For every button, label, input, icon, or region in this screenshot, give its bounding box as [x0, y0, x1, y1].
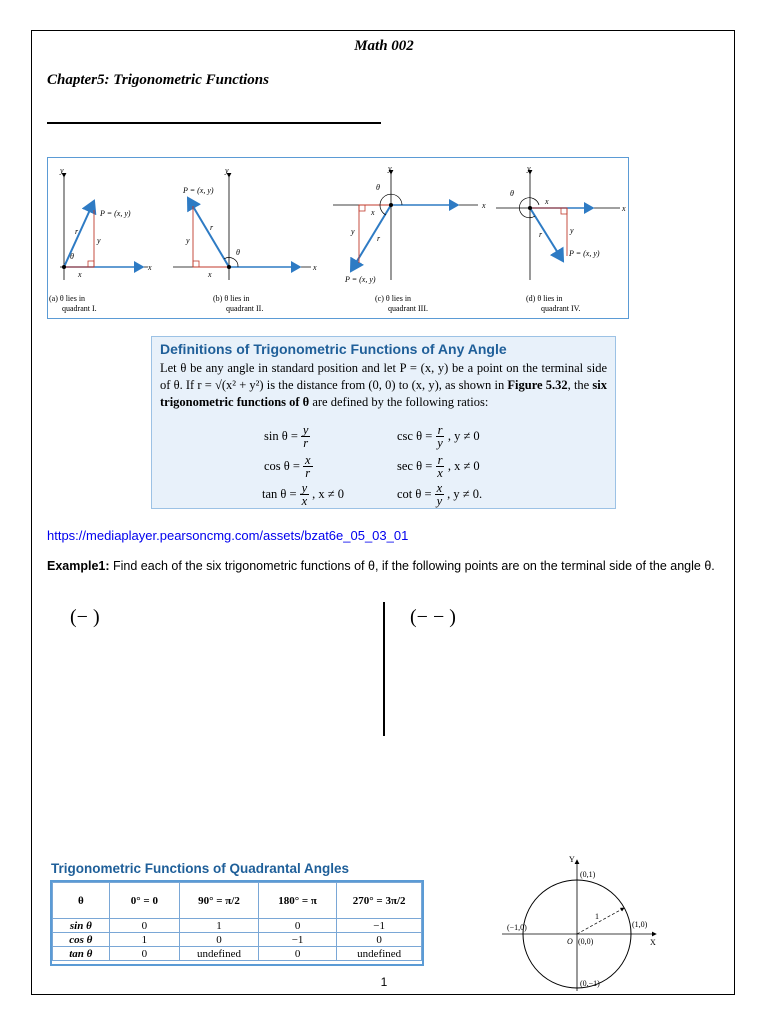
quadrantal-header-row: [53, 883, 422, 919]
svg-text:x: x: [148, 263, 152, 272]
definitions-text-2: , the: [567, 378, 590, 392]
origin-point: (0,0): [578, 937, 594, 946]
svg-text:x: x: [78, 270, 82, 279]
quadrantal-header-270: 270° = 3π/2: [337, 883, 422, 919]
svg-text:quadrant I.: quadrant I.: [62, 304, 97, 313]
formula-tan: [262, 482, 344, 507]
example-point-right: (− − ): [410, 606, 456, 628]
example-divider: [383, 602, 385, 736]
bottom-point: (0,−1): [580, 979, 600, 988]
svg-text:y: y: [351, 227, 355, 236]
panel-a-caption: (a) θ lies in: [49, 294, 86, 303]
radius-label: 1: [595, 912, 599, 921]
definitions-bold: six trigonometric functions of θ: [160, 378, 608, 409]
svg-text:x: x: [482, 201, 486, 210]
example-point-left: (− ): [70, 606, 100, 628]
row-label-tan: tan θ: [53, 947, 110, 961]
formula-cos-lhs: cos θ =: [264, 459, 300, 473]
svg-text:P = (x, y): P = (x, y): [100, 209, 131, 218]
table-cell: 0: [109, 919, 179, 933]
formula-tan-num: y: [301, 481, 308, 495]
row-label-cos: cos θ: [53, 933, 110, 947]
y-axis-label: Y: [569, 855, 575, 864]
formula-sin: [264, 424, 313, 449]
table-cell: −1: [258, 933, 337, 947]
svg-text:x: x: [208, 270, 212, 279]
formula-cot-den: y: [436, 494, 443, 508]
svg-text:y: y: [570, 226, 574, 235]
formula-sec-lhs: sec θ =: [397, 459, 433, 473]
svg-text:θ: θ: [510, 189, 514, 198]
svg-text:y: y: [186, 236, 190, 245]
formula-cos-den: r: [305, 466, 311, 480]
formula-sin-num: y: [302, 423, 309, 437]
left-point: (−1,0): [507, 923, 527, 932]
formula-sec-num: r: [437, 453, 443, 467]
formula-tan-den: x: [301, 494, 308, 508]
svg-text:P = (x, y): P = (x, y): [569, 249, 600, 258]
quadrantal-header-theta: θ: [53, 883, 110, 919]
panel-d-caption: (d) θ lies in: [526, 294, 563, 303]
row-label-sin: sin θ: [53, 919, 110, 933]
formula-cot-lhs: cot θ =: [397, 487, 432, 501]
svg-text:θ: θ: [376, 183, 380, 192]
panel-b-caption: (b) θ lies in: [213, 294, 250, 303]
svg-text:quadrant II.: quadrant II.: [226, 304, 264, 313]
example-label: Example1:: [47, 559, 110, 573]
origin-label: O: [567, 937, 573, 946]
formula-cot-num: x: [436, 481, 443, 495]
panel-c-caption: (c) θ lies in: [375, 294, 412, 303]
table-cell: 0: [109, 947, 179, 961]
table-cell: −1: [337, 919, 422, 933]
svg-text:y: y: [388, 164, 392, 173]
svg-text:y: y: [225, 166, 229, 175]
quadrantal-table: [52, 882, 422, 961]
definitions-title: Definitions of Trigonometric Functions of Any Angle: [160, 341, 507, 357]
example-1: [47, 557, 717, 576]
quadrantal-title: Trigonometric Functions of Quadrantal Angles: [51, 861, 350, 876]
table-cell: undefined: [180, 947, 259, 961]
table-cell: 0: [180, 933, 259, 947]
svg-text:r: r: [210, 223, 214, 232]
svg-text:y: y: [97, 236, 101, 245]
formula-tan-lhs: tan θ =: [262, 487, 297, 501]
svg-text:x: x: [313, 263, 317, 272]
pearson-link[interactable]: https://mediaplayer.pearsoncmg.com/assets/bzat6e_05_03_01: [47, 528, 409, 543]
x-axis-label: X: [650, 938, 656, 947]
definitions-figure-ref: Figure 5.32: [507, 378, 568, 392]
svg-text:quadrant III.: quadrant III.: [388, 304, 428, 313]
quadrant-figure-svg: [48, 158, 630, 320]
svg-text:r: r: [377, 234, 381, 243]
table-cell: 1: [180, 919, 259, 933]
formula-cos: [264, 454, 316, 479]
svg-text:x: x: [371, 208, 375, 217]
table-cell: 0: [258, 947, 337, 961]
radius-line: [577, 908, 624, 934]
svg-text:quadrant IV.: quadrant IV.: [541, 304, 581, 313]
svg-text:P = (x, y): P = (x, y): [345, 275, 376, 284]
example-text: Find each of the six trigonometric functions of θ, if the following points are on the terminal side of the angle θ.: [113, 559, 715, 573]
svg-text:r: r: [75, 227, 79, 236]
table-row: [53, 919, 422, 933]
course-title: Math 002: [354, 38, 414, 54]
table-row: [53, 933, 422, 947]
formula-csc-lhs: csc θ =: [397, 429, 433, 443]
quadrant-figure: [47, 157, 629, 319]
formula-csc-cond: , y ≠ 0: [447, 429, 480, 443]
unit-circle-diagram: [498, 853, 668, 993]
formula-sin-lhs: sin θ =: [264, 429, 298, 443]
svg-text:x: x: [622, 204, 626, 213]
panel-b: [173, 166, 317, 313]
top-point: (0,1): [580, 870, 596, 879]
right-point: (1,0): [632, 920, 648, 929]
definitions-text-3: are defined by the following ratios:: [312, 395, 489, 409]
panel-d: [496, 164, 626, 313]
svg-text:y: y: [527, 164, 531, 173]
formula-csc-den: y: [437, 436, 443, 450]
formula-tan-cond: , x ≠ 0: [312, 487, 344, 501]
chapter-title: Chapter5: Trigonometric Functions: [47, 72, 269, 88]
svg-text:y: y: [60, 166, 64, 175]
formula-sin-den: r: [303, 436, 309, 450]
svg-text:r: r: [539, 230, 543, 239]
definitions-text: [160, 360, 607, 411]
table-row: [53, 947, 422, 961]
formula-sec-den: x: [437, 466, 443, 480]
title-underline: [47, 122, 381, 124]
panel-c: [333, 164, 486, 313]
page-number: 1: [380, 975, 388, 989]
table-cell: 1: [109, 933, 179, 947]
svg-text:θ: θ: [236, 248, 240, 257]
formula-sec: [397, 454, 480, 479]
svg-text:x: x: [545, 197, 549, 206]
svg-text:θ: θ: [70, 252, 74, 261]
panel-a: [49, 166, 152, 313]
definitions-text-1: Let θ be any angle in standard position and let P = (x, y) be a point on the terminal side of θ. If r = √(x² + y²) is the distance from (0, 0) to (x, y), as shown in: [160, 361, 607, 392]
formula-csc: [397, 424, 480, 449]
definitions-box: [151, 336, 616, 509]
formula-sec-cond: , x ≠ 0: [447, 459, 480, 473]
table-cell: 0: [337, 933, 422, 947]
formula-csc-num: r: [437, 423, 443, 437]
quadrantal-header-0: 0° = 0: [109, 883, 179, 919]
table-cell: 0: [258, 919, 337, 933]
formula-cot-cond: , y ≠ 0.: [447, 487, 483, 501]
quadrantal-header-90: 90° = π/2: [180, 883, 259, 919]
formula-cot: [397, 482, 482, 507]
svg-text:P = (x, y): P = (x, y): [183, 186, 214, 195]
quadrantal-header-180: 180° = π: [258, 883, 337, 919]
table-cell: undefined: [337, 947, 422, 961]
formula-cos-num: x: [304, 453, 311, 467]
